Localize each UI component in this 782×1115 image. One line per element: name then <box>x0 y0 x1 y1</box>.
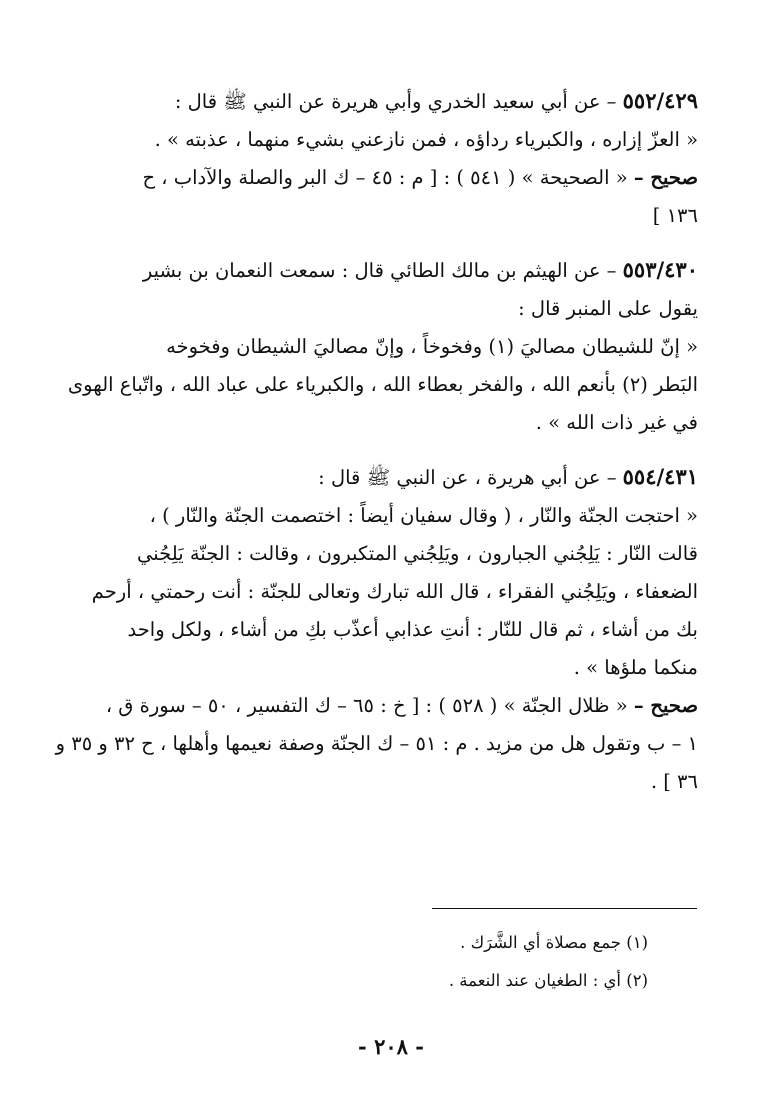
hadith-431-line-4: الضعفاء ، ويَلِجُني الفقراء ، قال الله تبارك وتعالى للجنّة : أنت رحمتي ، أرحم <box>91 580 698 603</box>
hadith-431-line-8: ١ – ب وتقول هل من مزيد . م : ٥١ – ك الجنّة وصفة نعيمها وأهلها ، ح ٣٢ و ٣٥ و <box>55 732 698 755</box>
hadith-430-line-2: يقول على المنبر قال : <box>518 297 698 320</box>
hadith-429-line-1 <box>78 82 698 121</box>
footnote-1: (١) جمع مصلاة أي الشَّرَك . <box>460 933 648 952</box>
hadith-429-line-2: « العزّ إزاره ، والكبرياء رداؤه ، فمن نازعني بشيء منهما ، عذبته » . <box>154 128 698 151</box>
footnotes <box>300 924 648 1000</box>
hadith-430-line-4: البَطر (٢) بأنعم الله ، والفخر بعطاء الله ، والكبرياء على عباد الله ، واتّباع الهوى <box>67 373 698 396</box>
hadith-431-line-5: بك من أشاء ، ثم قال للنّار : أنتِ عذابي أعذّب بكِ من أشاء ، ولكل واحد <box>127 618 698 641</box>
footnote-2: (٢) أي : الطغيان عند النعمة . <box>448 971 648 990</box>
section-gap <box>78 235 698 251</box>
hadith-429-line-4: ١٣٦ ] <box>652 204 698 227</box>
hadith-431-line-2: « احتجت الجنّة والنّار ، ( وقال سفيان أيضاً : اختصمت الجنّة والنّار ) ، <box>149 504 698 527</box>
hadith-number: ٥٥٢/٤٢٩ <box>622 88 698 113</box>
section-gap <box>78 442 698 458</box>
hadith-430-line-5: في غير ذات الله » . <box>535 411 698 434</box>
hadith-430-line-1 <box>78 251 698 290</box>
hadith-number: ٥٥٤/٤٣١ <box>622 464 698 489</box>
footnote-divider <box>432 908 697 909</box>
hadith-430-line-3: « إنّ للشيطان مصاليَ (١) وفخوخاً ، وإنّ مصاليَ الشيطان وفخوخه <box>166 335 698 358</box>
page-number: - ٢٠٨ - <box>358 1034 424 1059</box>
hadith-text: – عن أبي هريرة ، عن النبي ﷺ قال : <box>318 466 623 489</box>
hadith-number: ٥٥٣/٤٣٠ <box>622 257 698 282</box>
grade-label: صحيح – <box>633 694 698 717</box>
hadith-429-line-3 <box>78 159 698 197</box>
hadith-431-line-7 <box>78 687 698 725</box>
source-text: « الصحيحة » ( ٥٤١ ) : [ م : ٤٥ – ك البر والصلة والآداب ، ح <box>142 166 634 189</box>
hadith-431-line-1 <box>78 458 698 497</box>
grade-label: صحيح – <box>633 166 698 189</box>
hadith-text: – عن الهيثم بن مالك الطائي قال : سمعت النعمان بن بشير <box>142 259 623 282</box>
page-body <box>55 82 698 801</box>
hadith-text: – عن أبي سعيد الخدري وأبي هريرة عن النبي ﷺ قال : <box>174 90 623 113</box>
hadith-431-line-9: ٣٦ ] . <box>650 770 698 793</box>
hadith-431-line-6: منكما ملؤها » . <box>573 656 698 679</box>
source-text: « ظلال الجنّة » ( ٥٢٨ ) : [ خ : ٦٥ – ك التفسير ، ٥٠ – سورة ق ، <box>105 694 634 717</box>
hadith-431-line-3: قالت النّار : يَلِجُني الجبارون ، ويَلِجُني المتكبرون ، وقالت : الجنّة يَلِجُني <box>137 542 698 565</box>
